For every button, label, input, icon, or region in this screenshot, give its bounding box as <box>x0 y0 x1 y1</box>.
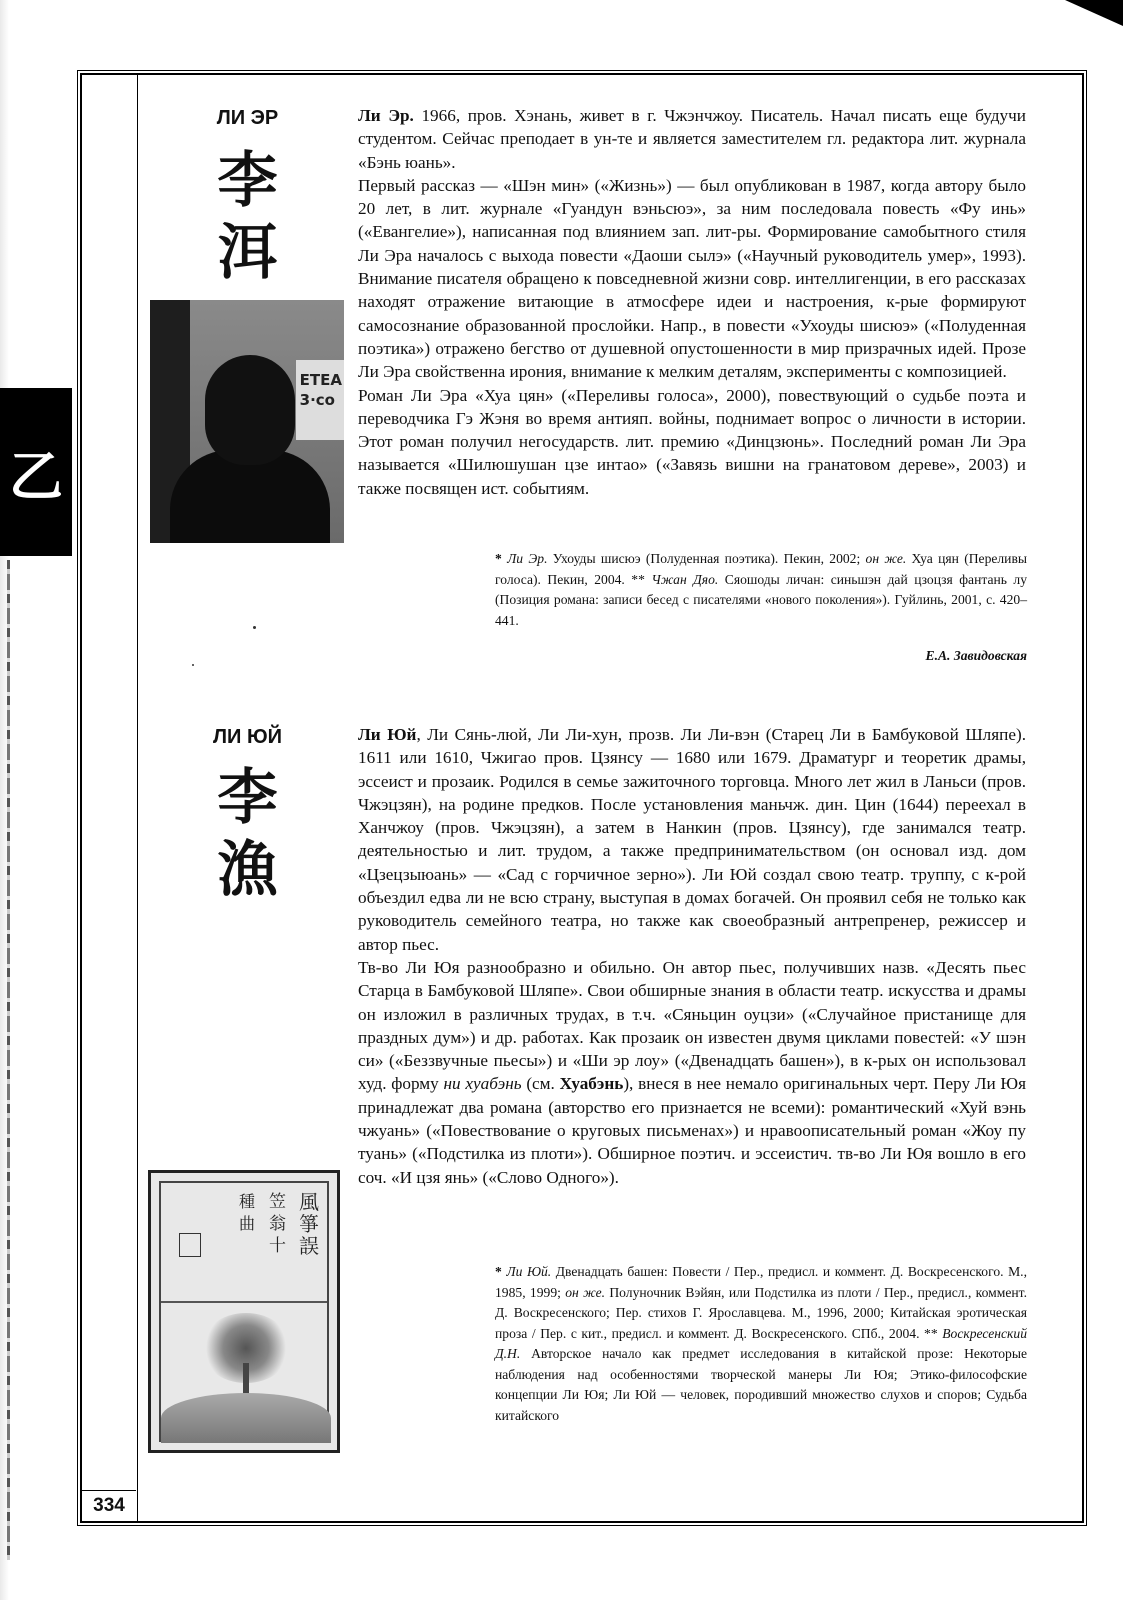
entry1-body <box>358 104 1026 500</box>
entry1-paragraph: Роман Ли Эра «Хуа цян» («Переливы голоса», 2000), повествующий о судьбе поэта и переводчика Гэ Жэня во время антияп. войны, поднимает вопрос о личности в истории. Этот роман получил негосударств. лит. премию «Динцзюнь». Последний роман Ли Эра называется «Шилюшушан цзе интао» («Завязь вишни на гранатовом дереве», 2003) и также посвящен ист. событиям. <box>358 385 1026 498</box>
section-tab-glyph: 乙 <box>9 444 63 508</box>
page-number: 334 <box>82 1490 136 1521</box>
entry1-hanzi <box>155 145 340 289</box>
entry1-heading: ЛИ ЭР <box>216 107 279 129</box>
entry1-paragraph: Первый рассказ — «Шэн мин» («Жизнь») — был опубликован в 1987, когда автору было 20 лет, в лит. журнале «Гуандун вэньсюэ», за ним последовала повесть «Фу инь» («Евангелие»), написанная под влиянием зап. лит-ры. Формирование самобытного стиля Ли Эра началось с выхода повести «Даоши сылэ» («Научный руководитель умер», 1993). Внимание писателя обращено к повседневной жизни совр. интеллигенции, в его рассказах находят отражение витающие в атмосфере идеи и настроения, к-рые формируют самосознание образованной прослойки. Напр., в повести «Ухоуды шисюэ» («Полуденная поэтика») отражено бегство от душевной опустошенности в мир призрачных идей. Прозе Ли Эра свойственна ирония, внимание к мелким деталям, эксперименты с композицией. <box>358 175 1026 382</box>
entry1-hanzi-1: 李 <box>217 146 278 216</box>
section-tab <box>0 388 72 556</box>
margin-rule <box>137 75 138 1521</box>
entry2-hanzi-1: 李 <box>217 763 278 833</box>
scan-edge <box>0 0 16 1600</box>
speck <box>253 626 256 629</box>
woodblock-illustration: 風 箏 誤 笠 翁 十 種 曲 <box>148 1170 340 1453</box>
entry1-lead-name: Ли Эр. <box>358 106 414 125</box>
entry2-paragraph: Ли Юй, Ли Сянь-люй, Ли Ли-хун, прозв. Ли Ли-вэн (Старец Ли в Бамбуковой Шляпе). 1611 или 1610, Чжигао пров. Цзянсу — 1680 или 1679. Драматург и теоретик драмы, эссеист и прозаик. Родился в семье зажиточного торговца. Много лет жил в Ланьси (пров. Чжэцзян), на родине предков. После установления маньчж. дин. Цин (1644) переехал в Ханчжоу (пров. Чжэцзян), а затем в Нанкин (пров. Цзянсу), где занимался театр. деятельностью и лит. трудом, а также предпринимательством (он основал изд. дом «Цзецзыюань» — «Сад с горчичное зерно»). Ли Юй создал свою театр. труппу, с к-рой объездил едва ли не всю страну, выступая в домах богачей. Он проявил себя не только как руководитель семейного театра, но также как своеобразный антрепренер, режиссер и автор пьес. <box>358 725 1027 954</box>
entry1-references: * Ли Эр. Ухоуды шисюэ (Полуденная поэтика). Пекин, 2002; он же. Хуа цян (Переливы голоса). Пекин, 2004. ** Чжан Дяо. Сяошоды личан: синьшэн дай цзоцзя фантань лу (Позиция романа: записи бесед с писателями «нового поколения»). Гуйлинь, 2001, с. 420–441. <box>495 551 1028 628</box>
entry2-heading: ЛИ ЮЙ <box>213 726 282 748</box>
entry2-hanzi-2: 漁 <box>217 835 278 905</box>
speck <box>192 664 194 666</box>
author-photo <box>150 300 344 543</box>
entry2-hanzi <box>155 762 340 906</box>
entry2-references: * Ли Юй. Двенадцать башен: Повести / Пер., предисл. и коммент. Д. Воскресенского. М., 1985, 1999; он же. Полуночник Вэйян, или Подстилка из плоти / Пер., предисл., коммент. Д. Воскресенского; Пер. стихов Г. Ярославцева. М., 1996, 2000; Китайская эротическая проза / Пер. с кит., предисл. и коммент. Д. Воскресенского. СПб., 2004. ** Воскресенский Д.Н. Авторское начало как предмет исследования в китайской прозе: Некоторые наблюдения над особенностями творческой манеры Ли Юя; Этико-философские концепции Ли Юя; Ли Юй — человек, породивший множество слухов и споров; Судьба китайского <box>495 1264 1027 1423</box>
entry2-paragraph: Тв-во Ли Юя разнообразно и обильно. Он автор пьес, получивших назв. «Десять пьес Старца в Бамбуковой Шляпе». Свои обширные знания в области театр. искусства и драмы он изложил в различных трудах, в т.ч. «Сяньцин оуцзи» («Случайное пристанище для праздных дум») и др. работах. Как прозаик он известен двумя циклами повестей: «У шэн си» («Беззвучные пьесы») и «Ши эр лоу» («Двенадцать башен»), в к-рых он использовал худ. форму ни хуабэнь (см. Хуабэнь), внеся в нее немало оригинальных черт. Перу Ли Юя принадлежат два романа (авторство его признается не всеми): романтический «Хуй вэнь чжуань» («Повествование о круговых письменах») и нравоописательный роман «Жоу пу туань» («Подстилка из плоти»). Обширное поэтич. и эссеистич. тв-во Ли Юя вошло в его соч. «И цзя янь» («Слово Одного»). <box>358 957 1026 1187</box>
entry2-lead-name: Ли Юй <box>358 725 417 744</box>
entry1-paragraph: Ли Эр. 1966, пров. Хэнань, живет в г. Чжэнчжоу. Писатель. Начал писать еще будучи студентом. Сейчас преподает в ун-те и является заместителем гл. редактора лит. журнала «Бэнь юань». <box>358 106 1026 172</box>
entry2-body <box>358 723 1026 1189</box>
scan-corner <box>1065 0 1123 26</box>
photo-sign-text: ETEA 3·co <box>299 371 342 409</box>
entry1-author: Е.А. Завидовская <box>925 648 1027 663</box>
entry1-hanzi-2: 洱 <box>217 218 278 288</box>
